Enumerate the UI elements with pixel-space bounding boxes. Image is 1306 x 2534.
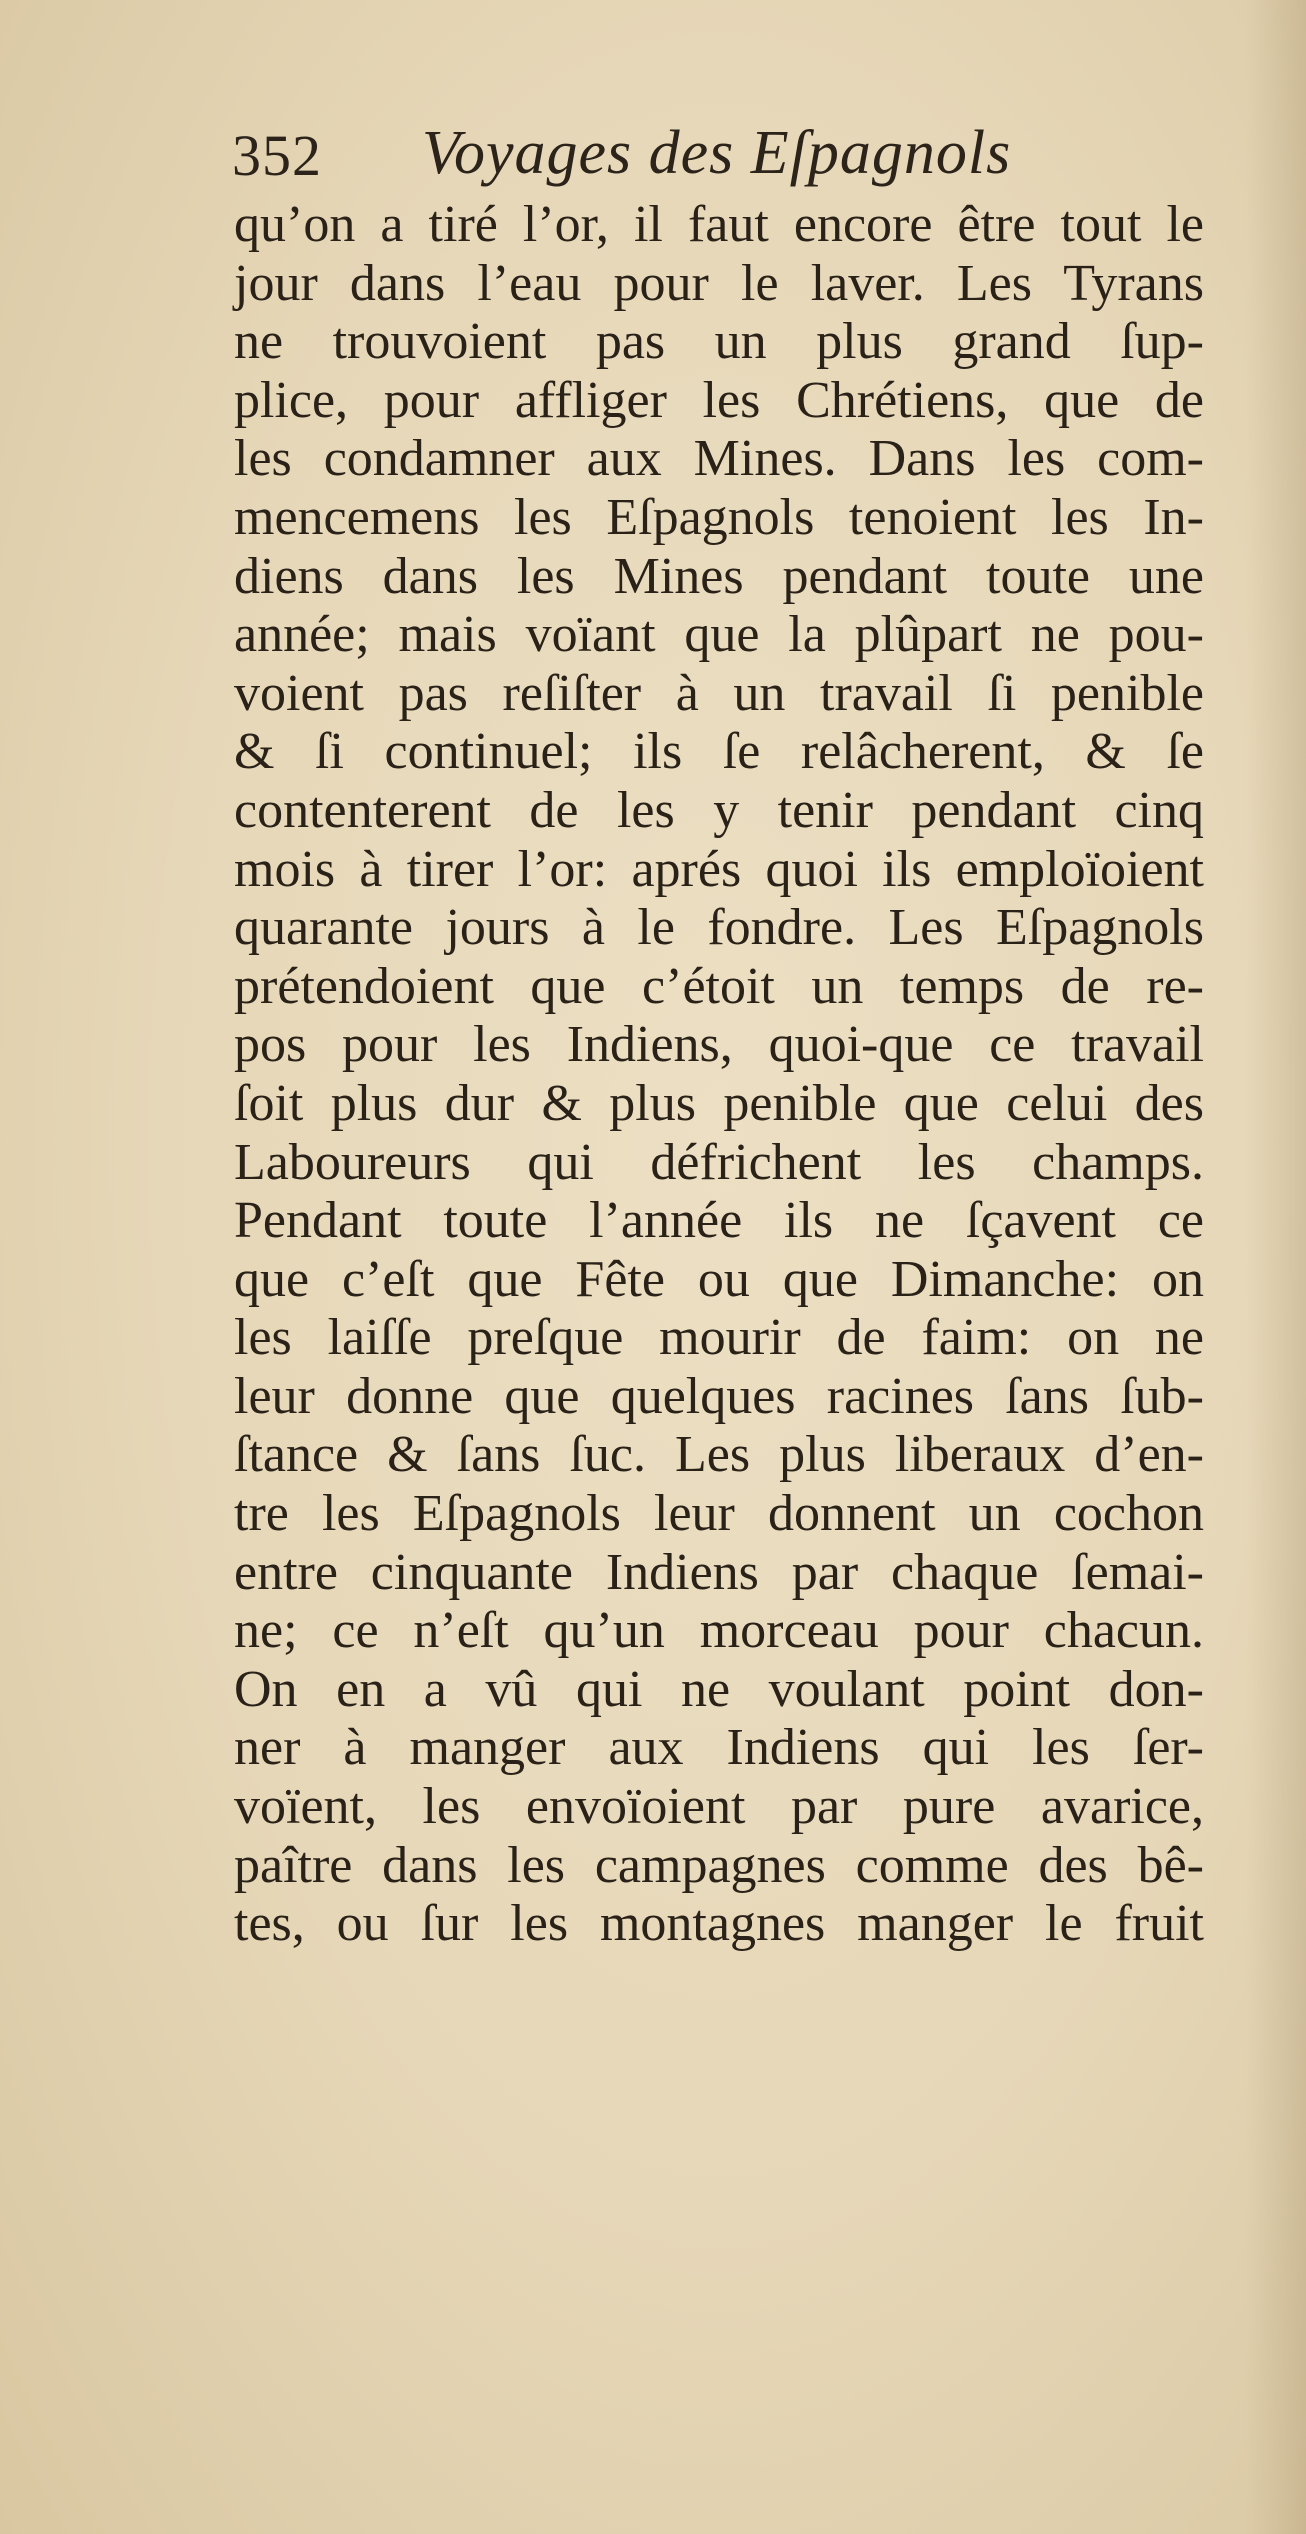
text-line: diens dans les Mines pendant toute une bbox=[234, 547, 1204, 605]
text-line: ſoit plus dur & plus penible que celui des bbox=[234, 1074, 1204, 1132]
text-line: que c’eſt que Fête ou que Dimanche: on bbox=[234, 1250, 1204, 1308]
text-line: ner à manger aux Indiens qui les ſer- bbox=[234, 1719, 1204, 1777]
text-line: paître dans les campagnes comme des bê- bbox=[234, 1836, 1204, 1894]
text-line: ne; ce n’eſt qu’un morceau pour chacun. bbox=[234, 1602, 1204, 1660]
text-line: qu’on a tiré l’or, il faut encore être tout le bbox=[234, 196, 1204, 253]
page-edge-shadow bbox=[1246, 0, 1306, 2534]
text-line: ſtance & ſans ſuc. Les plus liberaux d’en- bbox=[234, 1426, 1204, 1484]
text-line: voient pas reſiſter à un travail ſi penible bbox=[234, 664, 1204, 722]
text-line: mois à tirer l’or: aprés quoi ils emploïoient bbox=[234, 840, 1204, 898]
text-line: Laboureurs qui défrichent les champs. bbox=[234, 1133, 1204, 1191]
text-line: les condamner aux Mines. Dans les com- bbox=[234, 430, 1204, 488]
text-line: prétendoient que c’étoit un temps de re- bbox=[234, 957, 1204, 1015]
text-line: les laiſſe preſque mourir de faim: on ne bbox=[234, 1309, 1204, 1367]
text-line: année; mais voïant que la plûpart ne pou- bbox=[234, 606, 1204, 664]
body-text bbox=[234, 196, 1204, 1954]
text-line: voïent, les envoïoient par pure avarice, bbox=[234, 1778, 1204, 1836]
text-line: pos pour les Indiens, quoi-que ce travail bbox=[234, 1016, 1204, 1074]
running-title: Voyages des Eſpagnols bbox=[422, 119, 1012, 187]
text-line: & ſi continuel; ils ſe relâcherent, & ſe bbox=[234, 723, 1204, 781]
text-line: tre les Eſpagnols leur donnent un cochon bbox=[234, 1485, 1204, 1543]
text-line: plice, pour affliger les Chrétiens, que de bbox=[234, 371, 1204, 429]
text-line: mencemens les Eſpagnols tenoient les In- bbox=[234, 488, 1204, 546]
text-line: jour dans l’eau pour le laver. Les Tyrans bbox=[234, 254, 1204, 312]
text-line: contenterent de les y tenir pendant cinq bbox=[234, 781, 1204, 839]
running-header bbox=[232, 118, 1132, 198]
page-number: 352 bbox=[232, 123, 322, 188]
text-line: leur donne que quelques racines ſans ſub- bbox=[234, 1367, 1204, 1425]
text-line: ne trouvoient pas un plus grand ſup- bbox=[234, 313, 1204, 371]
text-line: tes, ou ſur les montagnes manger le fruit bbox=[234, 1895, 1204, 1953]
text-line: entre cinquante Indiens par chaque ſemai- bbox=[234, 1543, 1204, 1601]
text-line: On en a vû qui ne voulant point don- bbox=[234, 1660, 1204, 1718]
text-line: Pendant toute l’année ils ne ſçavent ce bbox=[234, 1192, 1204, 1250]
text-line: quarante jours à le fondre. Les Eſpagnols bbox=[234, 899, 1204, 957]
